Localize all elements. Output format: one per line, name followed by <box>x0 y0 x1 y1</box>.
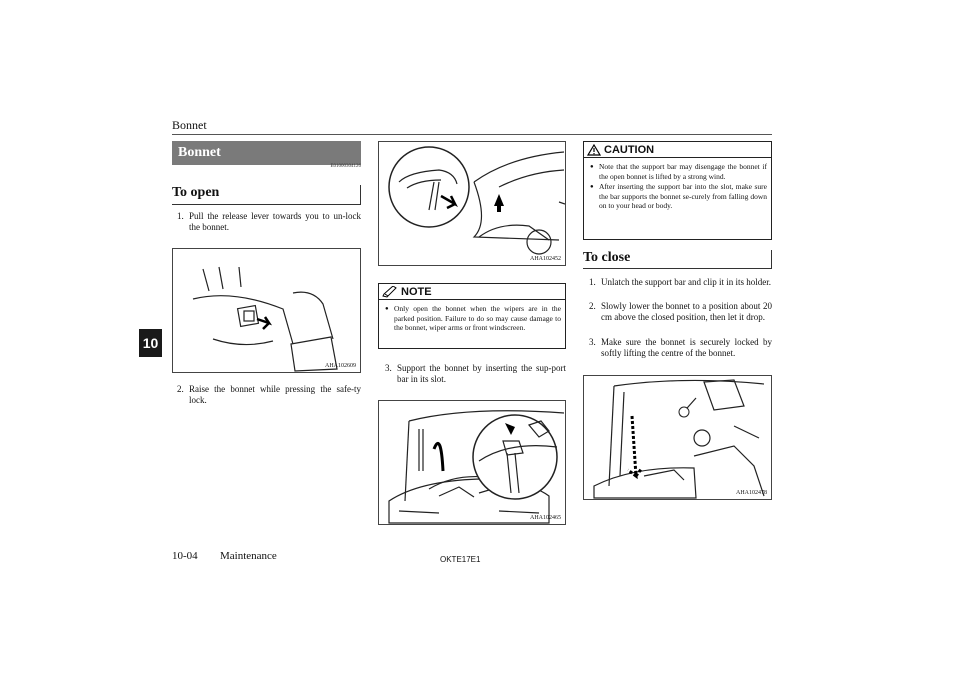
close-step-3 <box>589 337 772 359</box>
note-box <box>378 283 566 349</box>
close-step-2 <box>589 301 772 323</box>
caution-box <box>583 141 772 240</box>
step-text: Unlatch the support bar and clip it in its holder. <box>601 277 771 287</box>
heading-rule-tick <box>360 185 361 205</box>
heading-to-open: To open <box>172 185 220 200</box>
caution-header <box>584 142 771 158</box>
step-text: Raise the bonnet while pressing the safe-ty lock. <box>189 384 361 405</box>
step-number: 2. <box>177 384 184 394</box>
document-code: OKTE17E1 <box>440 555 481 564</box>
bullet-icon: ● <box>590 184 594 190</box>
caution-bullet <box>588 162 767 181</box>
step-text: Slowly lower the bonnet to a position about 20 cm above the closed position, then let it drop. <box>601 301 772 322</box>
section-code: E01000304126 <box>330 164 361 169</box>
step-number: 1. <box>177 211 184 221</box>
note-bullet <box>383 304 561 333</box>
close-step-1 <box>589 277 772 288</box>
figure-code: AHA102452 <box>530 256 561 262</box>
safety-lock-illustration <box>379 142 566 266</box>
open-step-1 <box>177 211 361 233</box>
open-step-3 <box>385 363 566 385</box>
note-pencil-icon <box>382 286 398 298</box>
figure-release-lever <box>172 248 361 373</box>
caution-bullet-text: Note that the support bar may disengage the bonnet if the open bonnet is lifted by a strong wind. <box>599 162 767 181</box>
heading-rule <box>172 204 361 205</box>
step-number: 3. <box>589 337 596 347</box>
section-title-bar: Bonnet <box>172 141 361 165</box>
note-header <box>379 284 565 300</box>
warning-triangle-icon <box>587 144 601 156</box>
heading-to-close: To close <box>583 250 631 265</box>
chapter-name: Maintenance <box>220 550 277 562</box>
note-bullet-text: Only open the bonnet when the wipers are in the parked position. Failure to do so may cause damage to the bonnet, wiper arms or front windscreen. <box>394 304 561 332</box>
step-number: 3. <box>385 363 392 373</box>
support-bar-illustration <box>379 401 566 525</box>
close-bonnet-illustration <box>584 376 772 500</box>
open-step-2 <box>177 384 361 406</box>
caution-bullet <box>588 182 767 211</box>
page-number: 10-04 <box>172 550 198 562</box>
figure-code: AHA102609 <box>325 363 356 369</box>
heading-rule <box>583 268 772 269</box>
note-title: NOTE <box>401 285 432 298</box>
figure-code: AHA102478 <box>736 490 767 496</box>
running-header: Bonnet <box>172 118 207 132</box>
caution-title: CAUTION <box>604 143 655 156</box>
chapter-tab: 10 <box>139 329 162 357</box>
step-text: Support the bonnet by inserting the sup-port bar in its slot. <box>397 363 566 384</box>
release-lever-illustration <box>173 249 361 373</box>
step-text: Make sure the bonnet is securely locked by softly lifting the centre of the bonnet. <box>601 337 772 358</box>
step-text: Pull the release lever towards you to un-lock the bonnet. <box>189 211 361 232</box>
figure-support-bar <box>378 400 566 525</box>
figure-close-bonnet <box>583 375 772 500</box>
step-number: 2. <box>589 301 596 311</box>
figure-safety-lock <box>378 141 566 266</box>
bullet-icon: ● <box>385 306 389 312</box>
bullet-icon: ● <box>590 164 594 170</box>
caution-bullet-text: After inserting the support bar into the slot, make sure the bar supports the bonnet se-curely from falling down on to your head or body. <box>599 182 767 210</box>
figure-code: AHA102465 <box>530 515 561 521</box>
step-number: 1. <box>589 277 596 287</box>
header-rule <box>172 134 772 135</box>
heading-rule-tick <box>771 250 772 269</box>
